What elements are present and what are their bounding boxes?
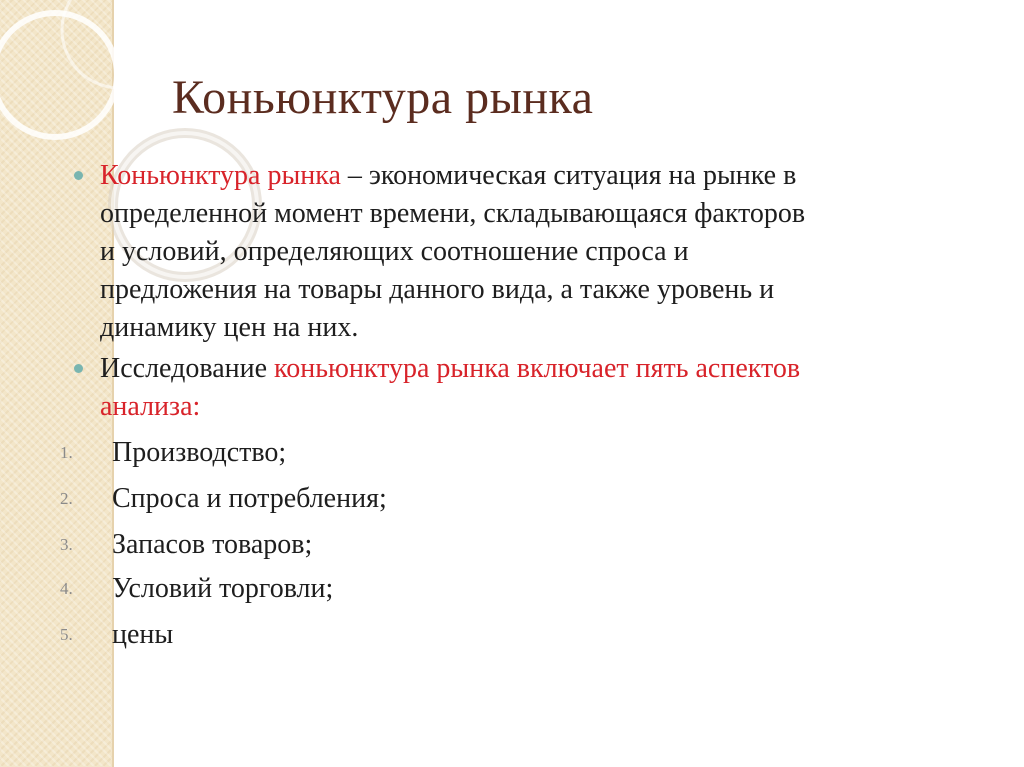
bullet-dot-icon <box>74 171 83 180</box>
numbered-item <box>60 616 173 654</box>
highlight-text: Коньюнктура рынка <box>100 160 341 191</box>
body-text: предложения на товары данного вида, а также уровень и <box>100 274 775 305</box>
item-number: 5. <box>60 625 73 644</box>
item-number: 3. <box>60 535 73 554</box>
item-text: цены <box>112 619 174 650</box>
bullet-line <box>100 309 980 347</box>
numbered-item <box>60 570 333 608</box>
bullet-definition <box>100 157 980 347</box>
bullet-dot-icon <box>74 364 83 373</box>
numbered-item <box>60 434 286 472</box>
bullet-line <box>100 233 980 271</box>
body-text: и условий, определяющих соотношение спроса и <box>100 236 689 267</box>
item-text: Условий торговли; <box>112 573 334 604</box>
item-text: Запасов товаров; <box>112 529 313 560</box>
slide-title: Коньюнктура рынка <box>172 71 594 124</box>
item-number: 4. <box>60 579 73 598</box>
bullet-line <box>100 388 980 426</box>
item-number: 2. <box>60 489 73 508</box>
numbered-item <box>60 480 387 518</box>
bullet-line <box>100 195 980 233</box>
bullet-research <box>100 350 980 426</box>
body-text: определенной момент времени, складывающаяся факторов <box>100 198 806 229</box>
highlight-text: анализа: <box>100 391 201 422</box>
body-text: – экономическая ситуация на рынке в <box>340 160 797 191</box>
highlight-text: коньюнктура рынка включает пять аспектов <box>274 353 801 384</box>
bullet-line <box>100 157 980 195</box>
bullet-line <box>100 271 980 309</box>
body-text: Исследование <box>100 353 275 384</box>
item-number: 1. <box>60 443 73 462</box>
item-text: Производство; <box>112 437 287 468</box>
item-text: Спроса и потребления; <box>112 483 387 514</box>
numbered-item <box>60 526 312 564</box>
bullet-line <box>100 350 980 388</box>
body-text: динамику цен на них. <box>100 312 359 343</box>
